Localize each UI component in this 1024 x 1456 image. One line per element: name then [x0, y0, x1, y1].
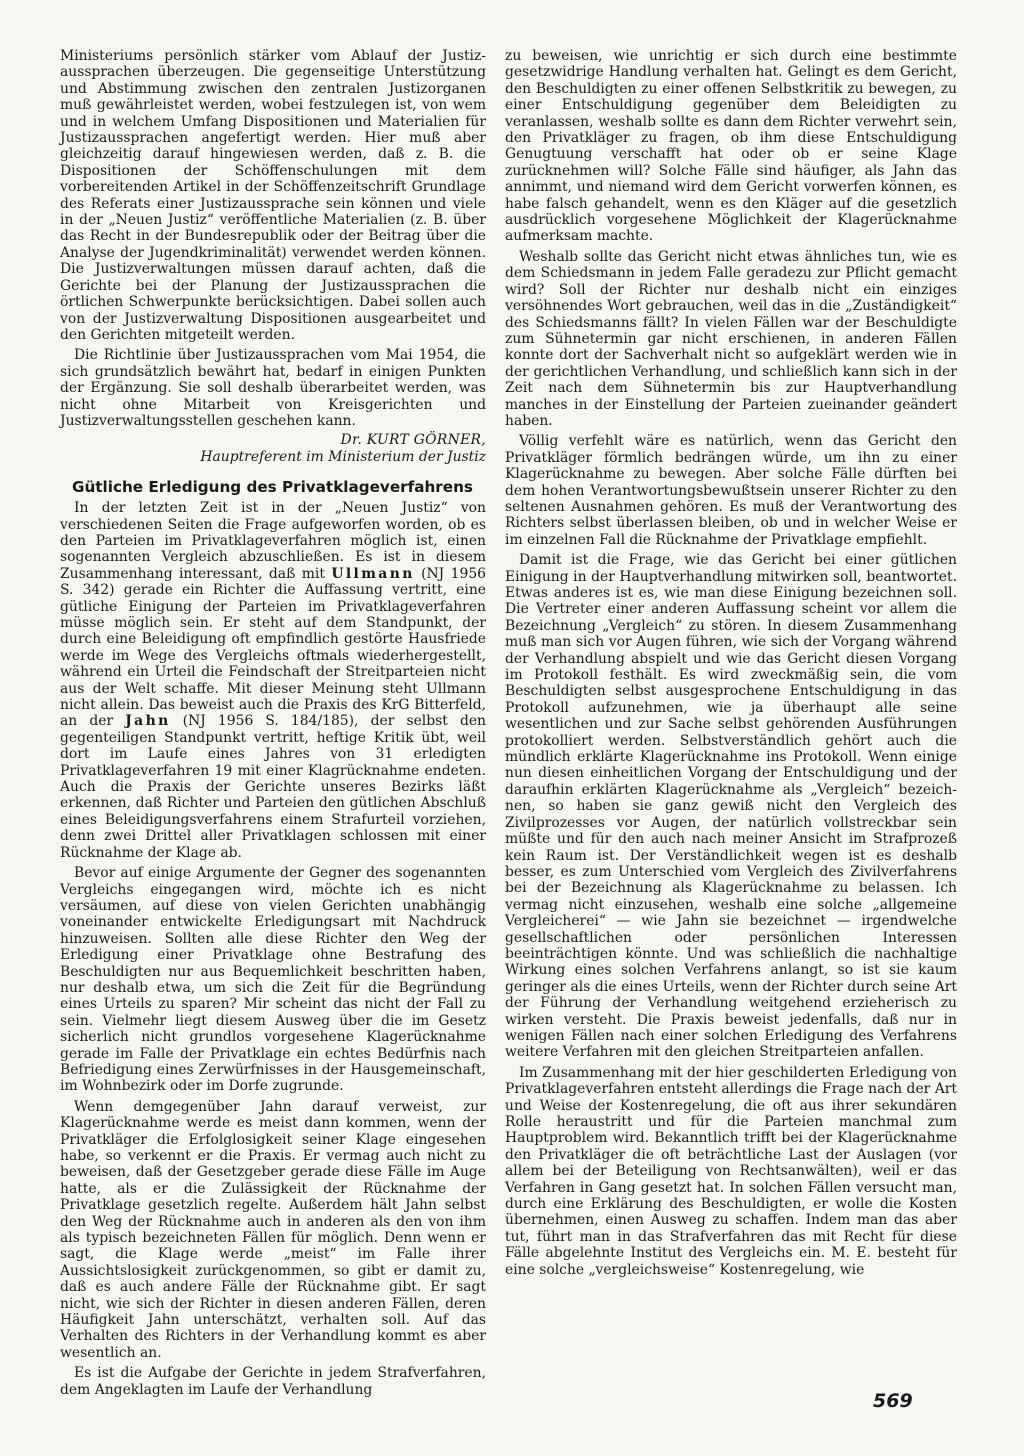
author-reference-ullmann: Ullmann [331, 565, 415, 582]
text-run: (NJ 1956 S. 184/185), der selbst den gegenteiligen Standpunkt vertritt, heftige Kritik übt, weil dort im Laufe eines Jahres von 31 erledigten Privatklageverfahren 19 mit einer Klagrücknahme endeten. Auch die Praxis der Gerichte unseres Bezirks läßt erkennen, daß Richter und Parteien den gütlichen Abschluß eines Beleidigungsverfahrens einem Strafurteil vorziehen, denn zwei Drittel aller Privatklagen schlossen mit einer Rücknahme der Klage ab. [60, 713, 486, 861]
text-run: (NJ 1956 S. 342) gerade ein Richter die Auffassung vertritt, eine gütliche Einigung der Parteien im Privatklageverfahren müsse möglich sein. Er steht auf dem Standpunkt, der durch eine Beleidigung oft empfindlich gestörte Hausfriede werde im Wege des Vergleichs oftmals wiederhergestellt, während ein Urteil die Feindschaft der Streitparteien nicht aus der Welt schaffe. Mit dieser Meinung steht Ullmann nicht allein. Das beweist auch die Praxis des KrG Bitterfeld, an der [60, 565, 486, 730]
paragraph: Im Zusammenhang mit der hier geschilderten Erledigung von Privatklageverfahren entsteht allerdings die Frage nach der Art und Weise der Kostenregelung, die oft aus ihrer sekundären Rolle heraustritt und für die Parteien manchmal zum Hauptproblem wird. Bekanntlich trifft bei der Klagerücknahme den Privatkläger die oft beträchtliche Last der Auslagen (vor allem bei der Beteiligung von Rechtsanwälten), weil er das Verfahren in Gang gesetzt hat. In solchen Fällen versucht man, durch eine Erklärung des Beschuldigten, er wolle die Kosten übernehmen, einen Ausweg zu schaffen. Indem man das aber tut, führt man in das Strafverfahren das mit Recht für diese Fälle abgelehnte Institut des Vergleichs ein. M. E. besteht für eine solche „vergleichsweise“ Kostenregelung, wie [505, 1064, 957, 1278]
paragraph: Die Richtlinie über Justizaussprachen vom Mai 1954, die sich grundsätzlich bewährt hat, bedarf in einigen Punkten der Ergänzung. Sie soll deshalb überarbeitet werden, was nicht ohne Mitarbeit von Kreisgerichten und Justizverwaltungsstellen geschehen kann. [60, 347, 486, 429]
author-title: Hauptreferent im Ministerium der Justiz [200, 448, 486, 465]
page-number: 569 [873, 1390, 913, 1412]
right-column [505, 48, 957, 1278]
paragraph: Ministeriums persönlich stärker vom Ablauf der Justizaussprachen überzeugen. Die gegenseitige Unterstützung und Abstimmung zwischen den zentralen Justizorganen muß gewährleistet werden, wobei festzulegen ist, von wem und in welchem Umfang Dispositionen und Materialien für Justizaussprachen angefertigt werden. Hier muß aber gleichzeitig darauf hingewiesen werden, daß z. B. die Dispositionen der Schöffenschulungen mit dem vorbereitenden Artikel in der Schöffenzeitschrift Grundlage des Referats einer Justizaussprache sein können und viele in der „Neuen Justiz“ veröffentliche Materialien (z. B. über das Recht in der Bundesrepublik oder der Beitrag über die Analyse der Jugendkriminalität) verwendet werden können. Die Justizverwaltungen müssen darauf achten, daß die Gerichte bei der Planung der Justizaussprachen die örtlichen Schwerpunkte berücksichtigen. Dabei sollen auch von der Justizverwaltung Dispositionen ausgearbeitet und den Gerichten mitgeteilt werden. [60, 48, 486, 343]
paragraph: Bevor auf einige Argumente der Gegner des sogenannten Vergleichs eingegangen wird, möchte ich es nicht versäumen, auf diese von vielen Gerichten unabhängig voneinander entwickelte Erledigungsart mit Nachdruck hinzuweisen. Sollten alle diese Richter den Weg der Erledigung einer Privatklage ohne Bestrafung des Beschuldigten nur aus Bequemlichkeit beschritten haben, nur deshalb etwa, um sich die Zeit für die Begründung eines Urteils zu sparen? Mir scheint das nicht der Fall zu sein. Vielmehr liegt diesem Ausweg über die im Gesetz sicherlich nicht grundlos vorgesehene Klagerücknahme gerade im Falle der Privatklage ein echtes Bedürfnis nach Befriedigung eines Zerwürfnisses in der Hausgemeinschaft, im Wohnbezirk oder im Dorfe zugrunde. [60, 865, 486, 1095]
left-column [60, 48, 486, 1398]
author-reference-jahn: Jahn [125, 713, 171, 730]
paragraph: Weshalb sollte das Gericht nicht etwas ähnliches tun, wie es dem Schiedsmann in jedem Falle geradezu zur Pflicht gemacht wird? Soll der Richter nur deshalb nicht ein einziges versöhnendes Wort gebrauchen, weil das in die „Zuständigkeit“ des Schiedsmanns fällt? In vielen Fällen war der Beschuldigte zum Sühnetermin gar nicht erschienen, in anderen Fällen konnte dort der Sachverhalt nicht so aufgeklärt werden wie in der gerichtlichen Verhandlung, und schließlich kann sich in der Zeit nach dem Sühnetermin bis zur Hauptverhandlung manches in der Einstellung der Parteien zueinander geändert haben. [505, 248, 957, 429]
paragraph: Völlig verfehlt wäre es natürlich, wenn das Gericht den Privatkläger förmlich bedrängen würde, um ihn zu einer Klagerücknahme zu bewegen. Aber solche Fälle dürften bei dem hohen Verantwortungsbewußtsein unserer Richter zu den seltenen Ausnahmen gehören. Es muß der Verantwortung des Richters selbst überlassen bleiben, ob und in welcher Weise er im einzelnen Fall die Rücknahme der Privatklage empfiehlt. [505, 433, 957, 548]
paragraph: Damit ist die Frage, wie das Gericht bei einer gütlichen Einigung in der Hauptverhandlung mitwirken soll, beantwortet. Etwas anderes ist es, wie man diese Einigung bezeichnen soll. Die Vertreter einer anderen Auffassung scheint vor allem die Bezeichnung „Vergleich“ zu stören. In diesem Zusammenhang muß man sich vor Augen führen, wie sich der Vorgang während der Verhandlung abspielt und wie das Gericht diesen Vorgang im Protokoll festhält. Es wird zweckmäßig sein, die vom Beschuldigten selbst ausgesprochene Entschuldigung in das Protokoll aufzunehmen, wie ja überhaupt alle seine wesentlichen und zur Sache selbst gehörenden Ausführungen protokolliert werden. Selbstverständlich gehört auch die mündlich erklärte Klagerücknahme ins Protokoll. Wenn einige nun diesen einheitlichen Vorgang der Entschuldigung und der daraufhin erklärten Klagerücknahme als „Vergleich“ bezeichnen, so haben sie ganz gewiß nicht den Vergleich des Zivilprozesses vor Augen, der natürlich vollstreckbar sein müßte und für den auch nach meiner Ansicht im Strafprozeß kein Raum ist. Der Verständlichkeit wegen ist es deshalb besser, es zum Unterschied vom Vergleich des Zivilverfahrens bei der Bezeichnung als Klagerücknahme zu belassen. Ich vermag nicht einzusehen, weshalb eine solche „allgemeine Vergleicherei“ — wie Jahn sie bezeichnet — irgendwelche gesellschaftlichen oder persönlichen Interessen beeinträchtigen könnte. Und was schließlich die nachhaltige Wirkung eines solchen Verfahrens anlangt, so ist sie kaum geringer als die eines Urteils, wenn der Richter durch seine Art der Führung der Verhandlung weitgehend erzieherisch zu wirken versteht. Die Praxis beweist jedenfalls, daß nur in wenigen Fällen nach einer solchen Erledigung des Verfahrens weitere Verfahren mit den gleichen Streitparteien anfallen. [505, 552, 957, 1061]
author-name: Dr. KURT GÖRNER, [340, 432, 486, 449]
paragraph: Es ist die Aufgabe der Gerichte in jedem Strafverfahren, dem Angeklagten im Laufe der Verhandlung [60, 1365, 486, 1398]
column-divider [495, 52, 496, 1352]
paragraph [60, 500, 486, 861]
text-run: In der letzten Zeit ist in der „Neuen Justiz“ von verschiedenen Seiten die Frage aufgeworfen worden, ob es den Parteien im Privatklageverfahren möglich ist, einen sogenannten Vergleich abzuschließen. Es ist in diesem Zusammenhang interessant, daß mit [60, 500, 486, 582]
paragraph: Wenn demgegenüber Jahn darauf verweist, zur Klagerücknahme werde es meist dann kommen, wenn der Privatkläger die Erfolglosigkeit seiner Klage eingesehen habe, so verkennt er die Praxis. Er vermag auch nicht zu beweisen, daß der Gesetzgeber gerade diese Fälle im Auge hatte, als er die Zulässigkeit der Rücknahme der Privatklage gesetzlich regelte. Außerdem hält Jahn selbst den Weg der Rücknahme auch in anderen als den von ihm als typisch bezeichneten Fällen für möglich. Denn wenn er sagt, die Klage werde „meist“ im Falle ihrer Aussichtslosigkeit zurückgenommen, so gibt er damit zu, daß es auch andere Fälle der Rücknahme gibt. Er sagt nicht, wie sich der Richter in diesen anderen Fällen, deren Häufigkeit Jahn unterschätzt, verhalten soll. Auf das Verhalten des Richters in der Verhandlung kommt es aber wesentlich an. [60, 1098, 486, 1361]
author-block [60, 432, 486, 465]
paragraph: zu beweisen, wie unrichtig er sich durch eine bestimmte gesetzwidrige Handlung verhalten hat. Gelingt es dem Gericht, den Beschuldigten zu einer offenen Selbstkritik zu bewegen, zu einer Entschuldigung gegenüber dem Beleidigten zu veranlassen, weshalb sollte es dann dem Richter verwehrt sein, den Privatkläger zu fragen, ob ihm diese Entschuldigung Genugtuung verschafft hat oder ob er seine Klage zurücknehmen will? Solche Fälle sind häufiger, als Jahn das annimmt, und niemand wird dem Gericht vorwerfen können, es habe falsch gehandelt, wenn es den Kläger auf die gesetzlich ausdrücklich vorgesehene Möglichkeit der Klagerücknahme aufmerksam machte. [505, 48, 957, 245]
section-heading: Gütliche Erledigung des Privatklageverfahrens [72, 478, 473, 497]
